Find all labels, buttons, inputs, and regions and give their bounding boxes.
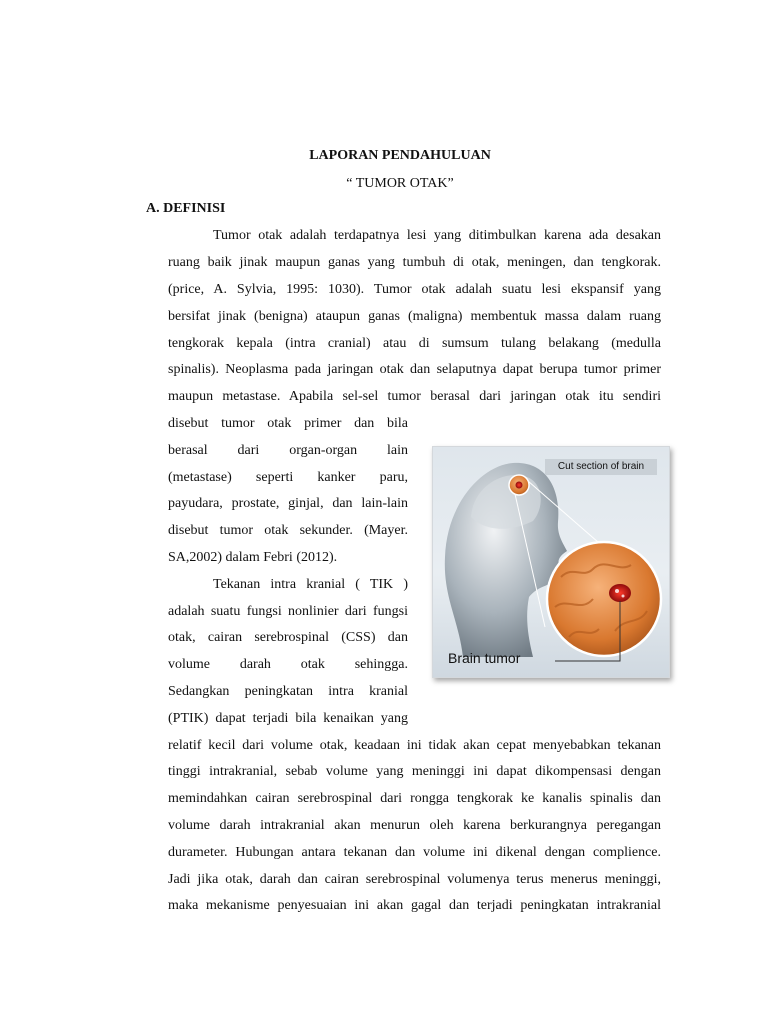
- paragraph-line: spinalis). Neoplasma pada jaringan otak dan selaputnya dapat berupa tumor primer: [168, 362, 661, 377]
- small-tumor-mark: [516, 482, 523, 489]
- paragraph-line: otak, cairan serebrospinal (CSS) dan: [168, 630, 408, 645]
- paragraph-line: tengkorak kepala (intra cranial) atau di sumsum tulang belakang (medulla: [168, 336, 661, 351]
- paragraph-line: memindahkan cairan serebrospinal dari rongga tengkorak ke kanalis spinalis dan: [168, 791, 661, 806]
- paragraph-line: maupun metastase. Apabila sel-sel tumor berasal dari jaringan otak itu sendiri: [168, 389, 661, 404]
- paragraph-line: volume darah intrakranial akan menurun oleh karena berkurangnya peregangan: [168, 818, 661, 833]
- paragraph-line: tinggi intrakranial, sebab volume yang meninggi ini dapat dikompensasi dengan: [168, 764, 661, 779]
- paragraph-line: Jadi jika otak, darah dan cairan serebrospinal volumenya terus menerus meninggi,: [168, 872, 661, 887]
- paragraph-line: relatif kecil dari volume otak, keadaan ini tidak akan cepat menyebabkan tekanan: [168, 738, 661, 753]
- paragraph-line: durameter. Hubungan antara tekanan dan volume ini dikenal dengan complience.: [168, 845, 661, 860]
- paragraph-line: disebut tumor otak primer dan bila: [168, 416, 408, 431]
- document-title: LAPORAN PENDAHULUAN: [309, 148, 491, 163]
- figure-caption-top: Cut section of brain: [545, 459, 657, 475]
- brain-tumor-illustration: [433, 447, 669, 677]
- magnified-brain: [547, 542, 661, 656]
- paragraph-line: (metastase) seperti kanker paru,: [168, 470, 408, 485]
- paragraph-line: Sedangkan peningkatan intra kranial: [168, 684, 408, 699]
- paragraph-line: maka mekanisme penyesuaian ini akan gagal dan terjadi peningkatan intrakranial: [168, 898, 661, 913]
- paragraph-line: (price, A. Sylvia, 1995: 1030). Tumor otak adalah suatu lesi ekspansif yang: [168, 282, 661, 297]
- paragraph-line: berasal dari organ-organ lain: [168, 443, 408, 458]
- paragraph-line: payudara, prostate, ginjal, dan lain-lain: [168, 496, 408, 511]
- paragraph-line: ruang baik jinak maupun ganas yang tumbuh di otak, meningen, dan tengkorak.: [168, 255, 661, 270]
- brain-tumor-figure: [432, 446, 670, 678]
- paragraph-line: bersifat jinak (benigna) ataupun ganas (maligna) membentuk massa dalam ruang: [168, 309, 661, 324]
- paragraph-line: adalah suatu fungsi nonlinier dari fungsi: [168, 604, 408, 619]
- paragraph-line: disebut tumor otak sekunder. (Mayer.: [168, 523, 408, 538]
- paragraph-line: Tumor otak adalah terdapatnya lesi yang ditimbulkan karena ada desakan: [213, 228, 661, 243]
- document-subtitle: “ TUMOR OTAK”: [346, 176, 454, 191]
- section-heading: A. DEFINISI: [146, 201, 226, 216]
- paragraph-line: (PTIK) dapat terjadi bila kenaikan yang: [168, 711, 408, 726]
- paragraph-line: volume darah otak sehingga.: [168, 657, 408, 672]
- paragraph-line: Tekanan intra kranial ( TIK ): [213, 577, 408, 592]
- tumor-mass: [609, 584, 631, 602]
- paragraph-line: SA,2002) dalam Febri (2012).: [168, 550, 338, 565]
- figure-caption-bottom: Brain tumor: [448, 650, 521, 666]
